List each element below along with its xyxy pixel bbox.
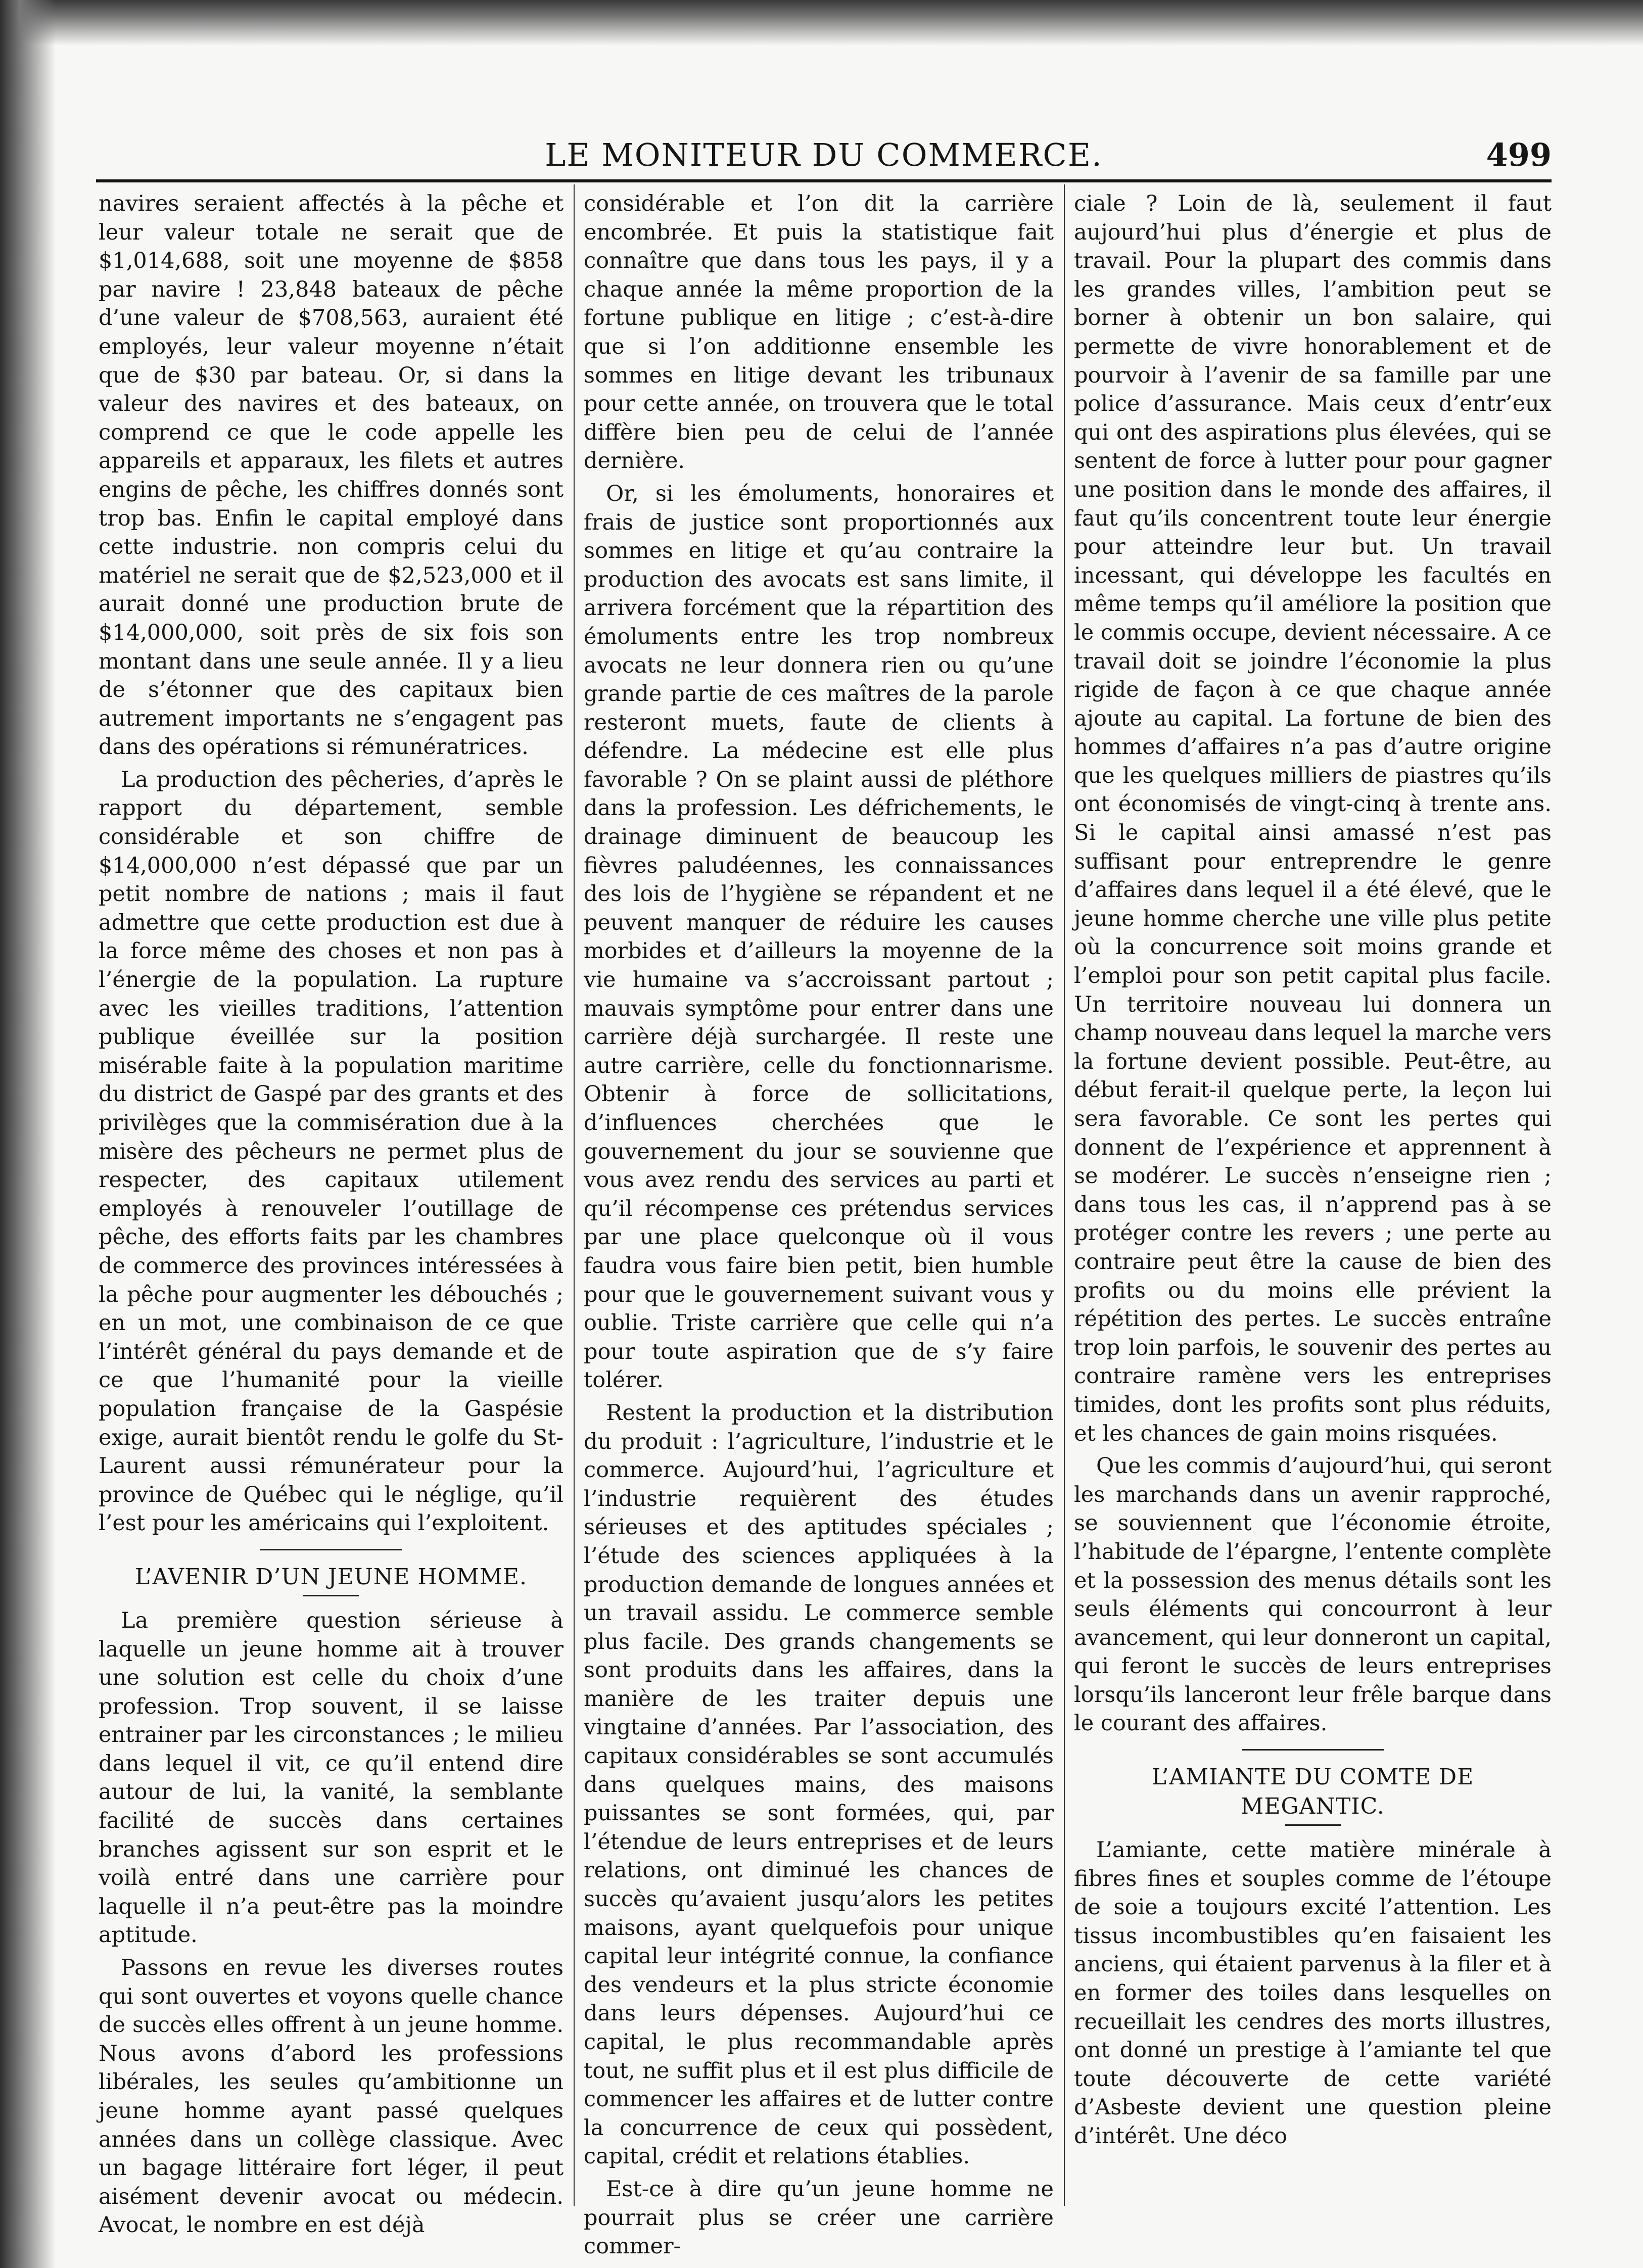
paragraph: Que les commis d’aujourd’hui, qui seront les marchands dans un avenir rapproché, se souviennent que l’économie étroite, l’habitude de l’épargne, l’entente complète et la possession des menus détails sont les seuls éléments qui concourront à leur avancement, qui leur donneront un capital, qui feront le succès de leurs entreprises lorsqu’ils lanceront leur frêle barque dans le courant des affaires.: [1074, 1453, 1552, 1736]
heading-line: MEGANTIC.: [1241, 1793, 1385, 1820]
paragraph: La production des pêcheries, d’après le rapport du département, semble considérable et son chiffre de $14,000,000 n’est dépassé que par un petit nombre de nations ; mais il faut admettre que cette production est due à la force même des choses et non pas à l’énergie de la population. La rupture avec les vieilles traditions, l’attention publique éveillée sur la position misérable faite à la population maritime du district de Gaspé par des grants et des privilèges que la commisération due à la misère des pêcheurs ne permet plus de respecter, des capitaux utilement employés à renouveler l’outillage de pêche, des efforts faits par les chambres de commerce des provinces intéressées à la pêche pour augmenter les débouchés ; en un mot, une combinaison de ce que l’intérêt général du pays demande et de ce que l’humanité pour la vieille population française de la Gaspésie exige, aurait bientôt rendu le golfe du St-Laurent aussi rémunérateur pour la province de Québec qui le néglige, qu’il l’est pour les américains qui l’exploitent.: [99, 767, 564, 1536]
paragraph: L’amiante, cette matière minérale à fibres fines et souples comme de l’étoupe de soie a toujours excité l’attention. Les tissus incombustibles qu’en faisaient les anciens, qui étaient parvenus à la filer et à en former des toiles dans lesquelles on recueillait les cendres des morts illustres, ont donné un prestige à l’amiante tel que toute découverte de cette variété d’Asbeste devient une question pleine d’intérêt. Une déco: [1074, 1837, 1552, 2149]
column-1: [99, 190, 564, 2238]
section-rule: [260, 1549, 402, 1550]
column-divider-1: [574, 184, 575, 2206]
page-number: 499: [1486, 136, 1552, 173]
paragraph: La première question sérieuse à laquelle un jeune homme ait à trouver une solution est celle du choix d’une profession. Trop souvent, il se laisse entrainer par les circonstances ; le milieu dans lequel il vit, ce qu’il entend dire autour de lui, la vanité, la semblante facilité de succès dans certaines branches agissent sur son esprit et le voilà entré dans une carrière pour laquelle il n’a peut-être pas la moindre aptitude.: [99, 1608, 564, 1948]
running-title: LE MONITEUR DU COMMERCE.: [545, 136, 1103, 173]
paragraph: Restent la production et la distribution du produit : l’agriculture, l’industrie et le commerce. Aujourd’hui, l’agriculture et l’industrie requièrent des études sérieuses et des aptitudes spéciales ; l’étude des sciences appliquées à la production demande de longues années et un travail assidu. Le commerce semble plus facile. Des grands changements se sont produits dans les affaires, dans la manière de les traiter depuis une vingtaine d’années. Par l’association, des capitaux considérables se sont accumulés dans quelques mains, des maisons puissantes se sont formées, qui, par l’étendue de leurs entreprises et de leurs relations, ont diminué les chances de succès qu’avaient jusqu’alors les petites maisons, ayant quelquefois pour unique capital leur intégrité connue, la confiance des vendeurs et la plus stricte économie dans leurs dépenses. Aujourd’hui ce capital, le plus recommandable après tout, ne suffit plus et il est plus difficile de commencer les affaires et de lutter contre la concurrence de ceux qui possèdent, capital, crédit et relations établies.: [584, 1400, 1054, 2169]
column-2: [584, 190, 1054, 2259]
article-heading: [1074, 1763, 1552, 1821]
scan-border-top: [0, 0, 1643, 45]
paragraph: Est-ce à dire qu’un jeune homme ne pourrait plus se créer une carrière commer-: [584, 2176, 1054, 2259]
paragraph: Or, si les émoluments, honoraires et frais de justice sont proportionnés aux sommes en litige et qu’au contraire la production des avocats est sans limite, il arrivera forcément que la répartition des émoluments entre les trop nombreux avocats ne leur donnera rien ou qu’une grande partie de ces maîtres de la parole resteront muets, faute de clients à défendre. La médecine est elle plus favorable ? On se plaint aussi de pléthore dans la profession. Les défrichements, le drainage diminuent de beaucoup les fièvres paludéennes, les connaissances des lois de l’hygiène se répandent et ne peuvent manquer de réduire les causes morbides et d’ailleurs la moyenne de la vie humaine va s’accroissant partout ; mauvais symptôme pour entrer dans une carrière déjà surchargée. Il reste une autre carrière, celle du fonctionnarisme. Obtenir à force de sollicitations, d’influences cherchées que le gouvernement du jour se souvienne que vous avez rendu des services au parti et qu’il récompense ces prétendus services par une place quelconque où il vous faudra vous faire bien petit, bien humble pour que le gouvernement suivant vous y oublie. Triste carrière que celle qui n’a pour toute aspiration que de s’y faire tolérer.: [584, 481, 1054, 1393]
paragraph: navires seraient affectés à la pêche et leur valeur totale ne serait que de $1,014,688, soit une moyenne de $858 par navire ! 23,848 bateaux de pêche d’une valeur de $708,563, auraient été employés, leur valeur moyenne n’était que de $30 par bateau. Or, si dans la valeur des navires et des bateaux, on comprend ce que le code appelle les appareils et apparaux, les filets et autres engins de pêche, les chiffres donnés sont trop bas. Enfin le capital employé dans cette industrie. non compris celui du matériel ne serait que de $2,523,000 et il aurait donné une production brute de $14,000,000, soit près de six fois son montant dans une seule année. Il y a lieu de s’étonner que des capitaux bien autrement importants ne s’engagent pas dans des opérations si rémunératrices.: [99, 191, 564, 760]
section-rule: [1242, 1749, 1384, 1751]
heading-rule: [303, 1595, 359, 1596]
scan-border-left: [0, 0, 56, 2268]
column-divider-2: [1064, 184, 1065, 2206]
header-rule: [96, 179, 1552, 182]
article-heading: L’AVENIR D’UN JEUNE HOMME.: [134, 1564, 528, 1590]
paragraph: Passons en revue les diverses routes qui sont ouvertes et voyons quelle chance de succès elles offrent à un jeune homme. Nous avons d’abord les professions libérales, les seules qu’ambitionne un jeune homme ayant passé quelques années dans un collège classique. Avec un bagage littéraire fort léger, il peut aisément devenir avocat ou médecin. Avocat, le nombre en est déjà: [99, 1955, 564, 2238]
heading-rule: [1285, 1824, 1341, 1826]
paragraph: ciale ? Loin de là, seulement il faut aujourd’hui plus d’énergie et plus de travail. Pour la plupart des commis dans les grandes villes, l’ambition peut se borner à obtenir un bon salaire, qui permette de vivre honorablement et de pourvoir à l’avenir de sa famille par une police d’assurance. Mais ceux d’entr’eux qui ont des aspirations plus élevées, qui se sentent de force à lutter pour pour gagner une position dans le monde des affaires, il faut qu’ils concentrent toute leur énergie pour atteindre leur but. Un travail incessant, qui développe les facultés en même temps qu’il améliore la position que le commis occupe, devient nécessaire. A ce travail doit se joindre l’économie la plus rigide de façon à ce que chaque année ajoute au capital. La fortune de bien des hommes d’affaires n’a pas d’autre origine que les quelques milliers de piastres qu’ils ont économisés de vingt-cinq à trente ans. Si le capital ainsi amassé n’est pas suffisant pour entreprendre le genre d’affaires dans lequel il a été élevé, que le jeune homme cherche une ville plus petite où la concurrence soit moins grande et l’emploi pour son petit capital plus facile. Un territoire nouveau lui donnera un champ nouveau dans lequel la marche vers la fortune devient possible. Peut-être, au début ferait-il quelque perte, la leçon lui sera favorable. Ce sont les pertes qui donnent de l’expérience et apprennent à se modérer. Le succès n’enseigne rien ; dans tous les cas, il n’apprend pas à se protéger contre les revers ; une perte au contraire peut être la cause de bien des profits ou du moins elle prévient la répétition des pertes. Le succès entraîne trop loin parfois, le souvenir des pertes au contraire ramène vers les entreprises timides, dont les profits sont plus réduits, et les chances de gain moins risquées.: [1074, 191, 1552, 1446]
paragraph: considérable et l’on dit la carrière encombrée. Et puis la statistique fait connaître que dans tous les pays, il y a chaque année la même proportion de la fortune publique en litige ; c’est-à-dire que si l’on additionne ensemble les sommes en litige devant les tribunaux pour cette année, on trouvera que le total diffère bien peu de celui de l’année dernière.: [584, 191, 1054, 474]
heading-line: L’AMIANTE DU COMTE DE: [1151, 1764, 1474, 1790]
column-3: [1074, 190, 1552, 2216]
page-header: [96, 126, 1552, 182]
